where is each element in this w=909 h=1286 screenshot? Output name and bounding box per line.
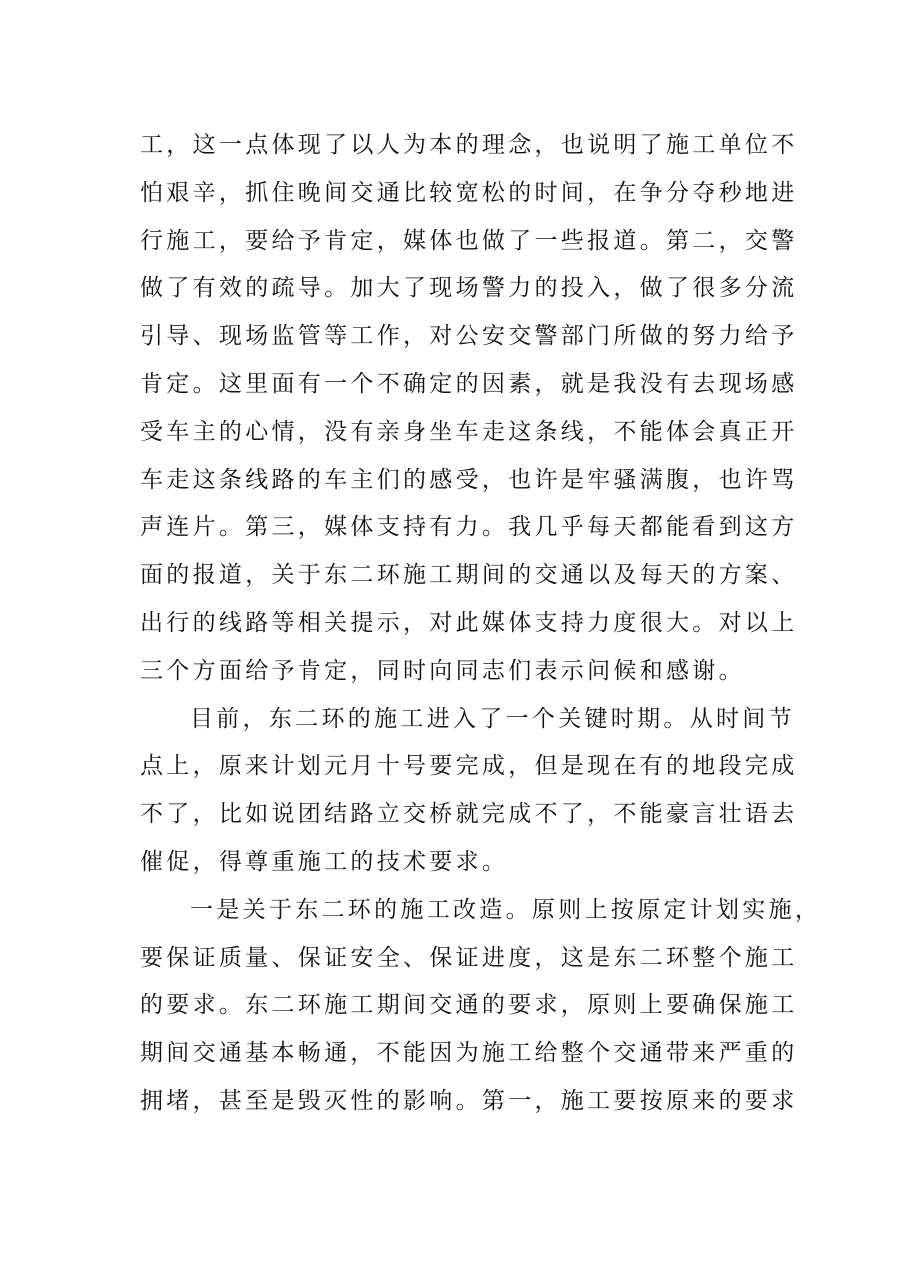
document-body (140, 122, 822, 1126)
text-line: 出行的线路等相关提示，对此媒体支持力度很大。对以上 (140, 609, 798, 636)
text-line: 要保证质量、保证安全、保证进度，这是东二环整个施工 (140, 944, 798, 971)
paragraph-start-line: 目前，东二环的施工进入了一个关键时期。从时间节 (190, 705, 795, 732)
text-line: 期间交通基本畅通，不能因为施工给整个交通带来严重的 (140, 1040, 798, 1067)
text-line: 怕艰辛，抓住晚间交通比较宽松的时间，在争分夺秒地进 (140, 179, 798, 206)
text-line: 面的报道，关于东二环施工期间的交通以及每天的方案、 (140, 562, 798, 589)
text-line: 肯定。这里面有一个不确定的因素，就是我没有去现场感 (140, 370, 798, 397)
text-line: 点上，原来计划元月十号要完成，但是现在有的地段完成 (140, 753, 798, 780)
text-line: 不了，比如说团结路立交桥就完成不了，不能豪言壮语去 (140, 801, 798, 828)
text-line: 引导、现场监管等工作，对公安交警部门所做的努力给予 (140, 323, 798, 350)
text-line: 的要求。东二环施工期间交通的要求，原则上要确保施工 (140, 992, 798, 1019)
text-line: 做了有效的疏导。加大了现场警力的投入，做了很多分流 (140, 275, 798, 302)
text-line: 催促，得尊重施工的技术要求。 (140, 848, 509, 875)
text-line: 拥堵，甚至是毁灭性的影响。第一，施工要按原来的要求 (140, 1087, 798, 1114)
text-line: 车走这条线路的车主们的感受，也许是牢骚满腹，也许骂 (140, 466, 798, 493)
text-line: 声连片。第三，媒体支持有力。我几乎每天都能看到这方 (140, 514, 798, 541)
text-line: 行施工，要给予肯定，媒体也做了一些报道。第二，交警 (140, 227, 798, 254)
text-line: 三个方面给予肯定，同时向同志们表示问候和感谢。 (140, 657, 745, 684)
text-line: 工，这一点体现了以人为本的理念，也说明了施工单位不 (140, 132, 798, 158)
text-line: 受车主的心情，没有亲身坐车走这条线，不能体会真正开 (140, 418, 798, 445)
paragraph-start-line: 一是关于东二环的施工改造。原则上按原定计划实施， (190, 896, 822, 923)
